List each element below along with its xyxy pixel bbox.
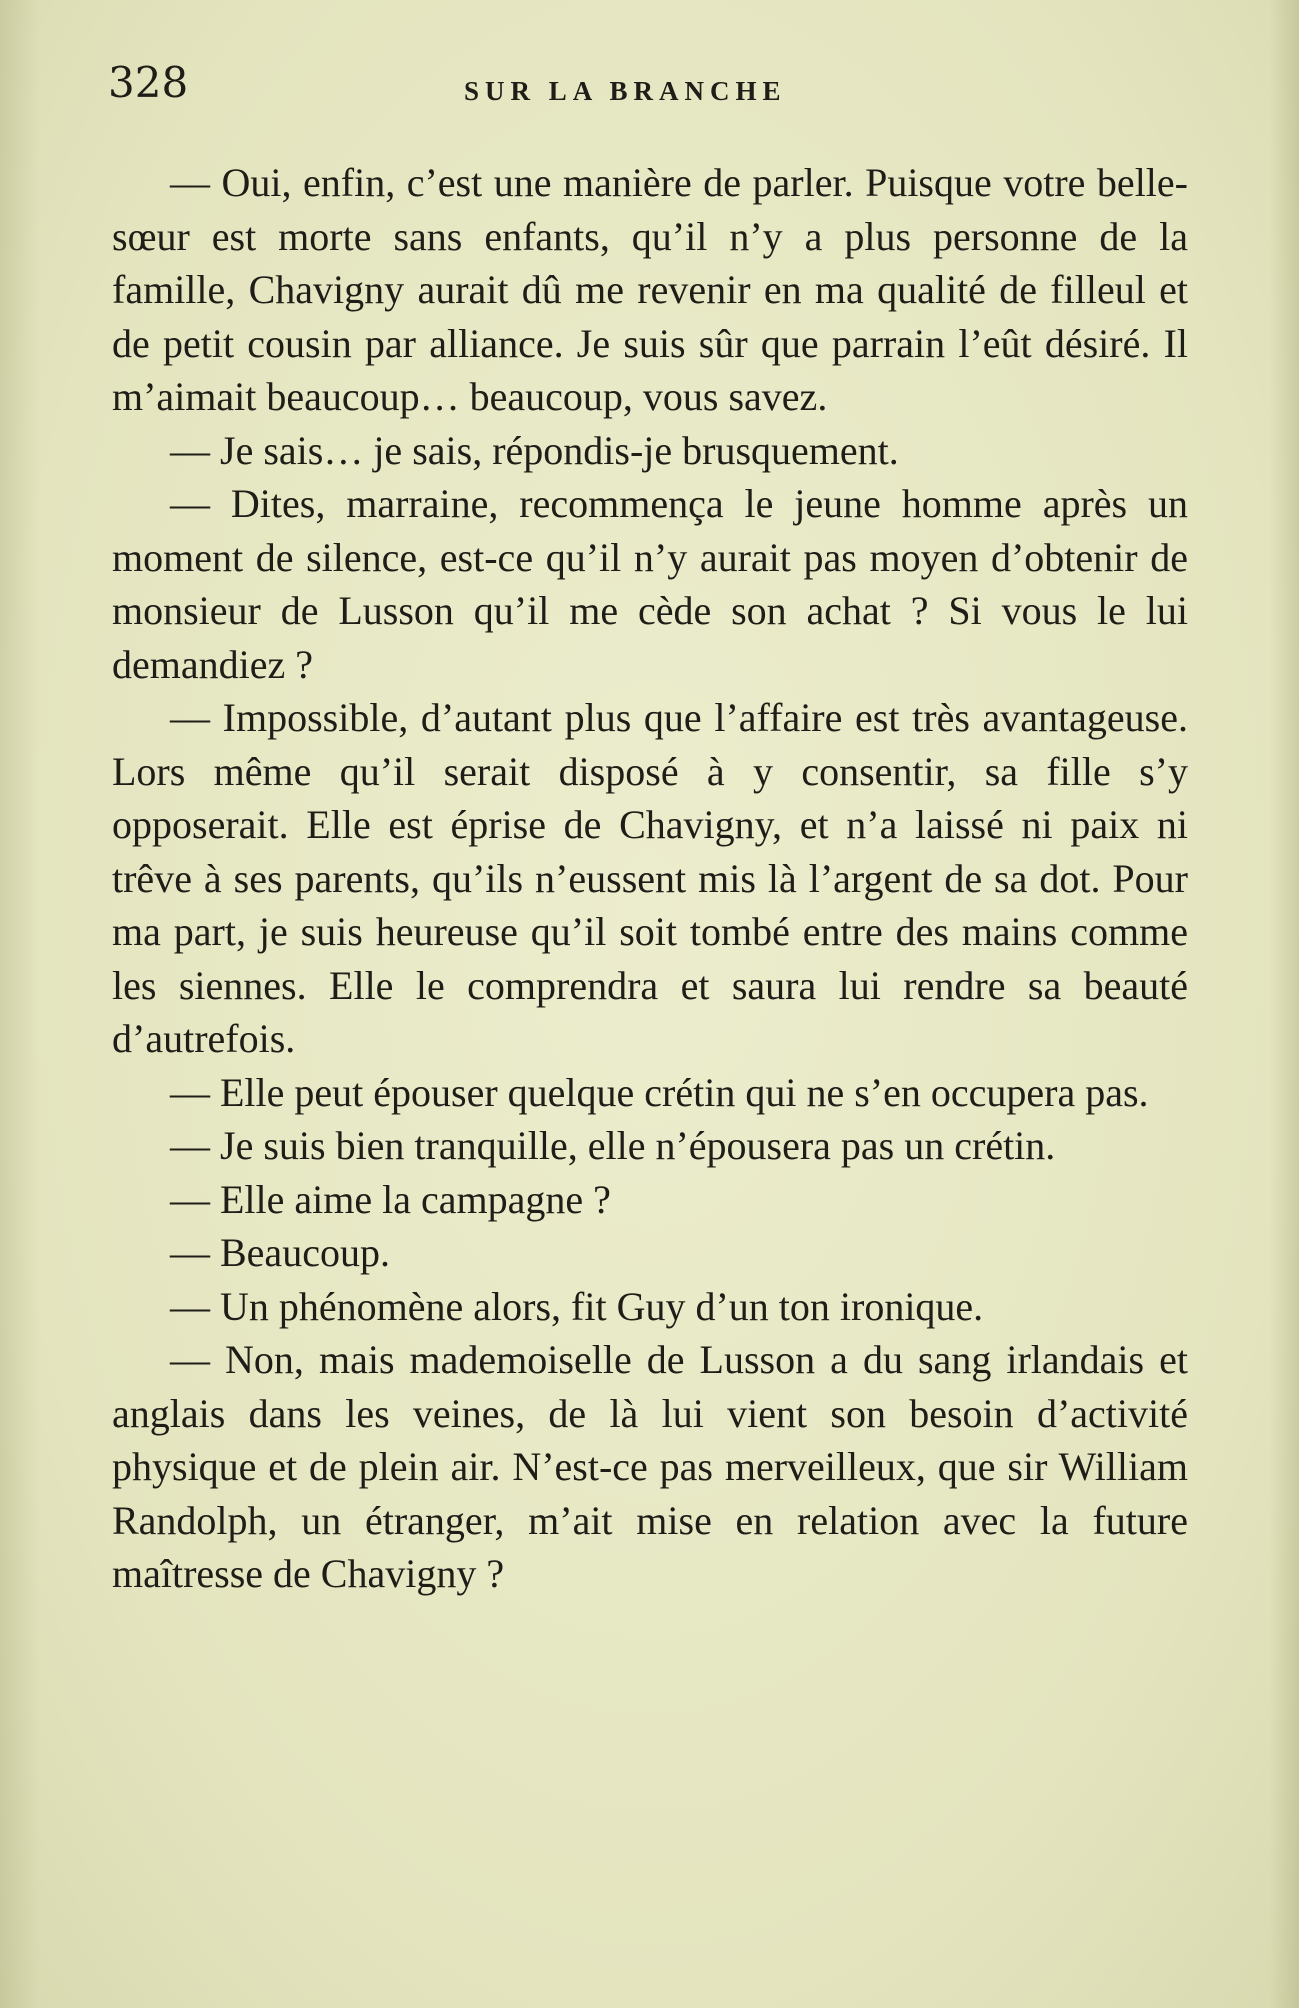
paragraph: — Je sais… je sais, répondis-je brusquement. [170, 427, 899, 473]
paragraph: — Impossible, d’autant plus que l’affaire est très avantageuse. Lors même qu’il serait disposé à y consentir, sa fille s’y opposerait. Elle est éprise de Chavigny, et n’a laissé ni paix ni trêve à ses parents, qu’ils n’eussent mis là l’argent de sa dot. Pour ma part, je suis heureuse qu’il soit tombé entre des mains comme les siennes. Elle le comprendra et saura lui rendre sa beauté d’autrefois. [112, 695, 1188, 1061]
page-edge-shadow-left [0, 0, 40, 2008]
paragraph: — Beaucoup. [170, 1230, 390, 1275]
paragraph: — Oui, enfin, c’est une manière de parler. Puisque votre belle-sœur est morte sans enfants, qu’il n’y a plus personne de la famille, Chavigny aurait dû me revenir en ma qualité de filleul et de petit cousin par alliance. Je suis sûr que parrain l’eût désiré. Il m’aimait beaucoup… beaucoup, vous savez. [112, 160, 1188, 419]
paragraph: — Elle aime la campagne ? [170, 1176, 611, 1222]
book-title: SUR LA BRANCHE [464, 76, 787, 106]
paragraph: — Je suis bien tranquille, elle n’épousera pas un crétin. [170, 1123, 1056, 1168]
running-head [108, 58, 1188, 118]
page-edge-shadow-right [1269, 0, 1299, 2008]
paragraph: — Elle peut épouser quelque crétin qui ne s’en occupera pas. [170, 1069, 1149, 1115]
body-text [112, 156, 1188, 1601]
page-number: 328 [108, 58, 189, 107]
paragraph: — Non, mais mademoiselle de Lusson a du sang irlandais et anglais dans les veines, de là lui vient son besoin d’activité physique et de plein air. N’est-ce pas merveilleux, que sir William Randolph, un étranger, m’ait mise en relation avec la future maîtresse de Chavigny ? [112, 1337, 1188, 1596]
paragraph: — Un phénomène alors, fit Guy d’un ton ironique. [170, 1283, 984, 1329]
paragraph: — Dites, marraine, recommença le jeune homme après un moment de silence, est-ce qu’il n’y aurait pas moyen d’obtenir de monsieur de Lusson qu’il me cède son achat ? Si vous le lui demandiez ? [112, 481, 1188, 687]
